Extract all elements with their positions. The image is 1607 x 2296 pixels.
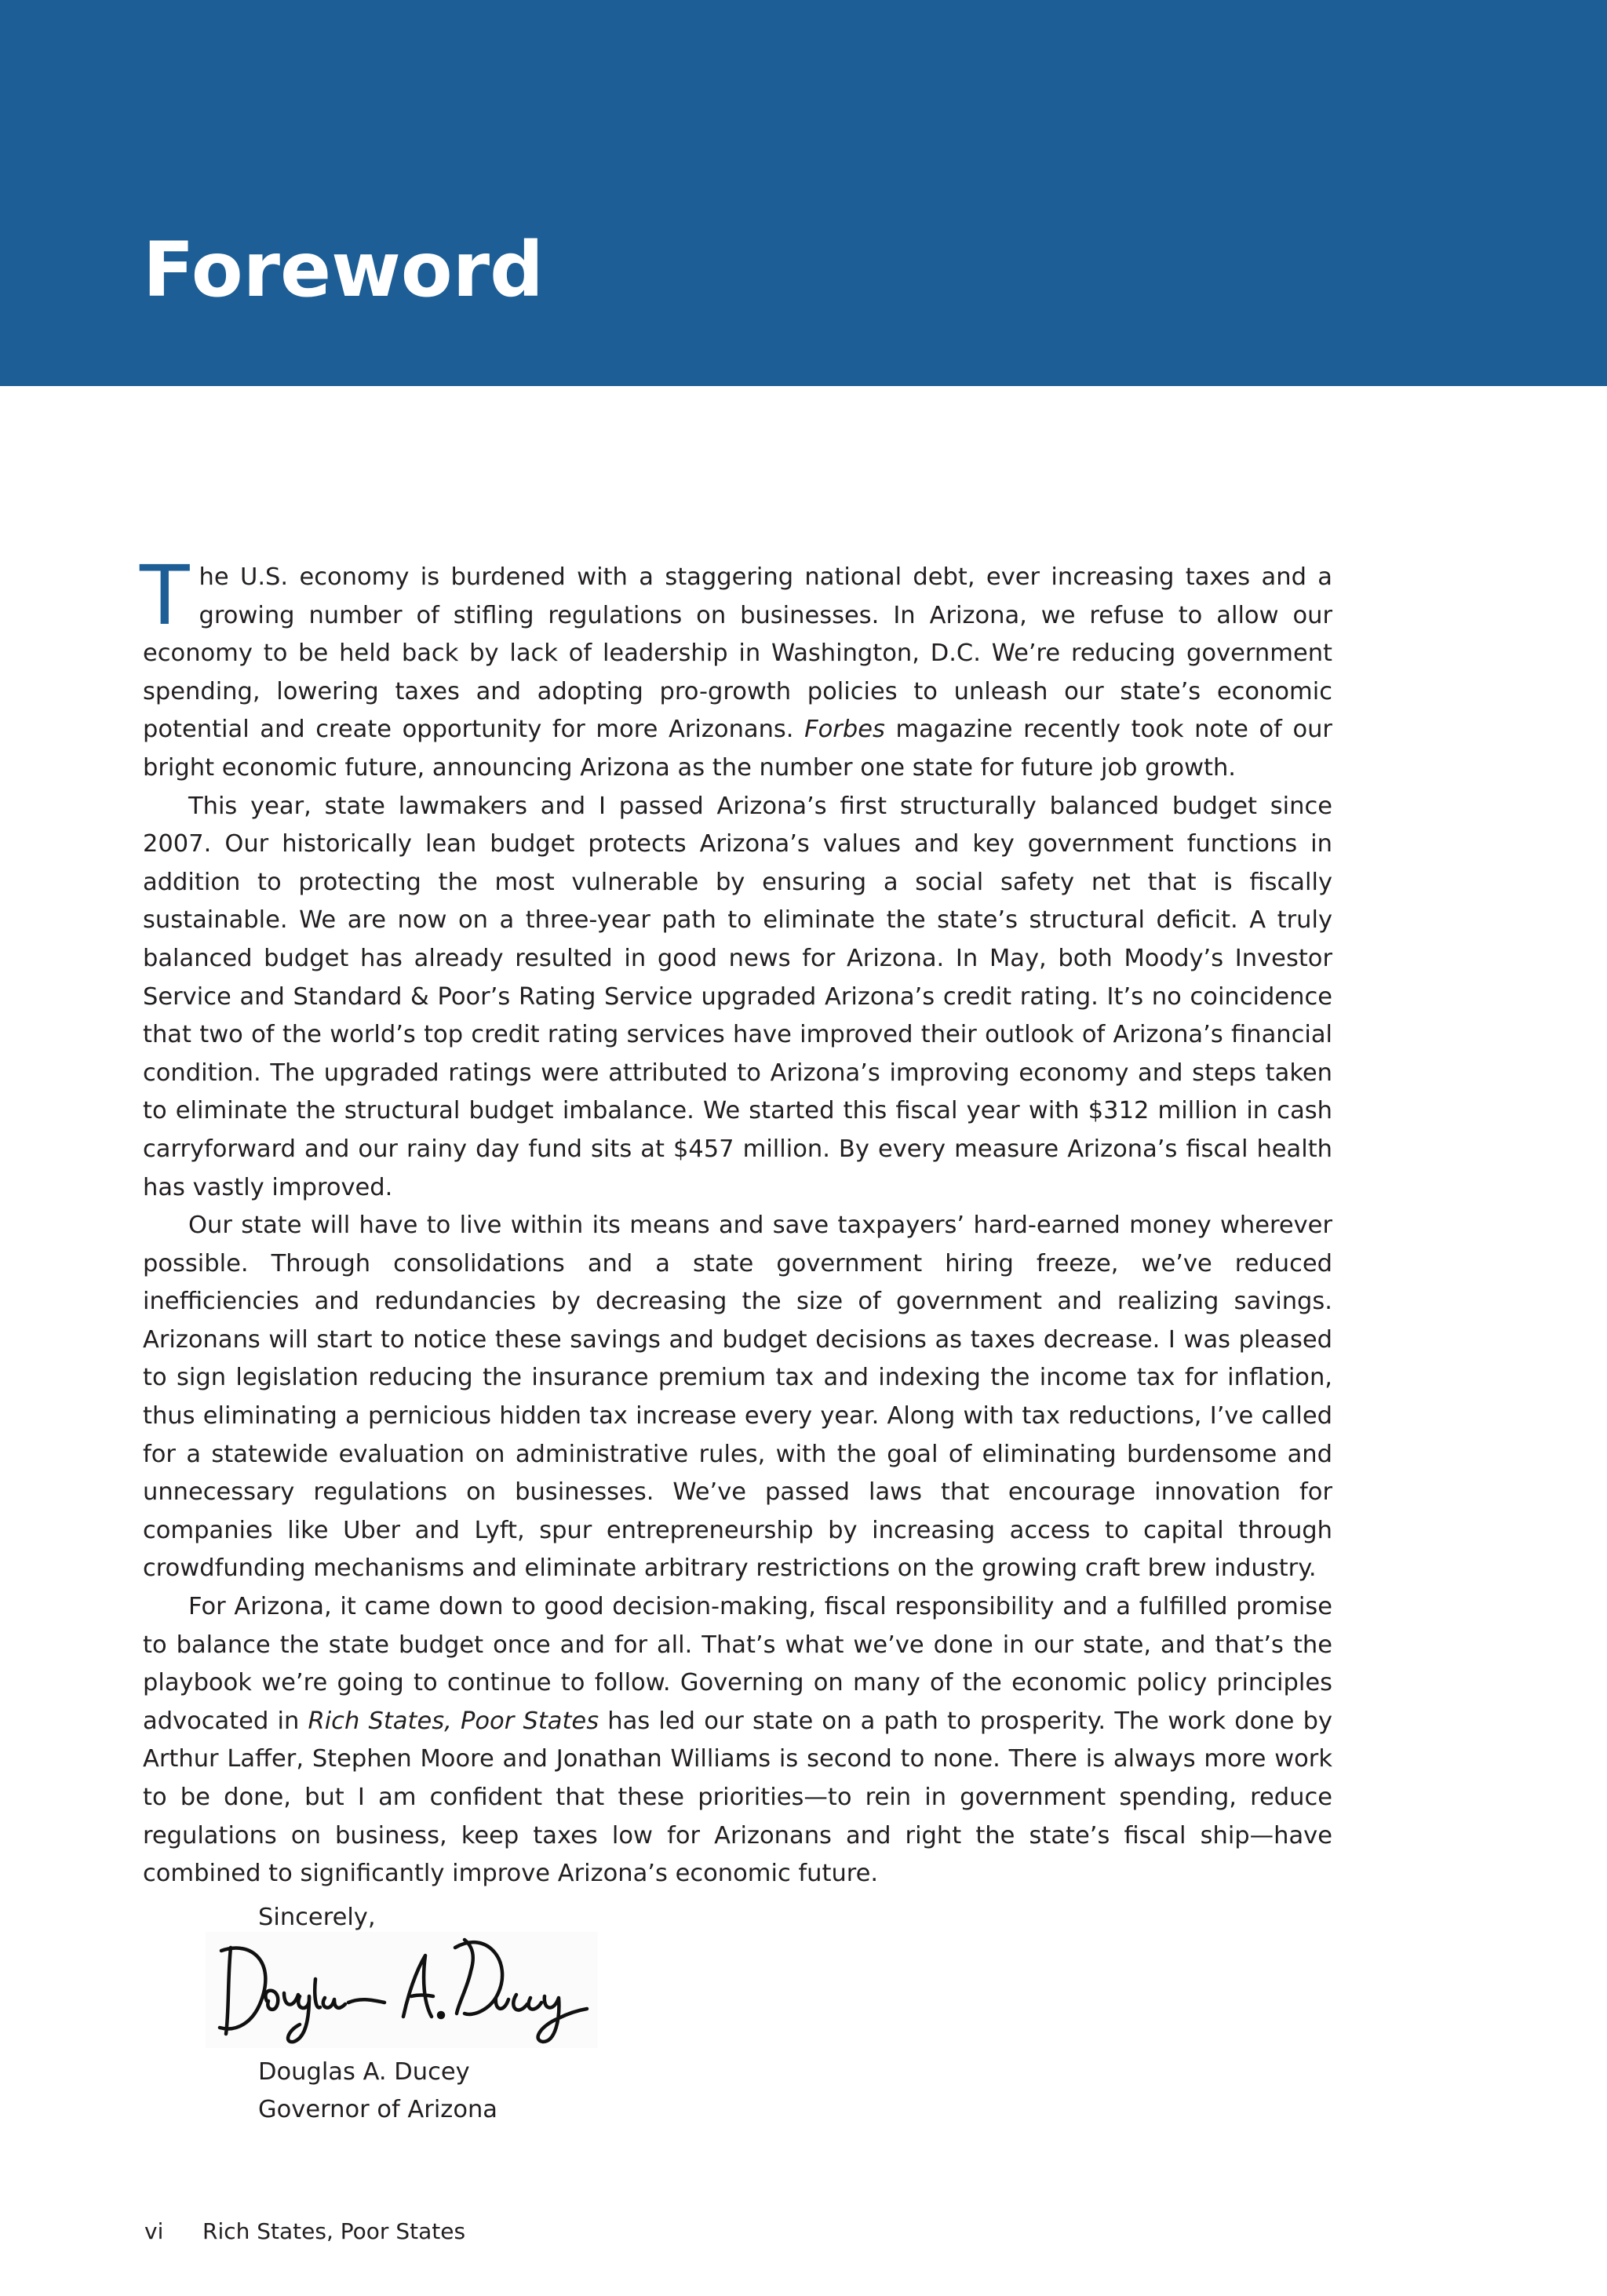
header-banner xyxy=(0,0,1607,386)
signer-name: Douglas A. Ducey xyxy=(258,2058,470,2086)
paragraph-4 xyxy=(143,1588,1332,1893)
paragraph-1 xyxy=(140,548,1332,788)
forbes-italic: Forbes xyxy=(804,716,885,744)
page-number: vi xyxy=(144,2218,164,2244)
paragraph-4-text-a: For Arizona, it came down to good decision-making, fiscal responsibility and a fulfilled promise to balance the state budget once and for all. That’s what we’ve done in our state, and that’s the playbook we’re going to continue to follow. Governing on many of the economic policy principles advocated in xyxy=(143,1593,1332,1735)
paragraph-2: This year, state lawmakers and I passed Arizona’s first structurally balanced budget since 2007. Our historically lean budget protects Arizona’s values and key government functions in addition to protecting the most vulnerable by ensuring a social safety net that is fiscally sustainable. We are now on a three-year path to eliminate the state’s structural deficit. A truly balanced budget has already resulted in good news for Arizona. In May, both Moody’s Investor Service and Standard & Poor’s Rating Service upgraded Arizona’s credit rating. It’s no coincidence that two of the world’s top credit rating services have improved their outlook of Arizona’s financial condition. The upgraded ratings were attributed to Arizona’s improving economy and steps taken to eliminate the structural budget imbalance. We started this fiscal year with $312 million in cash carryforward and our rainy day fund sits at $457 million. By every measure Arizona’s fiscal health has vastly improved. xyxy=(143,792,1332,1201)
running-title: Rich States, Poor States xyxy=(202,2218,466,2244)
paragraph-4-text-b: has led our state on a path to prosperity. The work done by Arthur Laffer, Stephen Moore and Jonathan Williams is second to none. There is always more work to be done, but I am confident that these priorities—to rein in government spending, reduce regulations on business, keep taxes low for Arizonans and right the state’s fiscal ship—have combined to significantly improve Arizona’s economic future. xyxy=(143,1707,1332,1888)
page-title: Foreword xyxy=(143,226,544,314)
salutation: Sincerely, xyxy=(258,1904,376,1931)
signer-title: Governor of Arizona xyxy=(258,2096,497,2123)
book-title-italic: Rich States, Poor States xyxy=(308,1707,599,1735)
foreword-body xyxy=(140,548,1332,1893)
drop-cap: T xyxy=(140,548,190,643)
paragraph-3: Our state will have to live within its means and save taxpayers’ hard-earned money wherever possible. Through consolidations and a state government hiring freeze, we’ve reduced inefficiencies and redundancies by decreasing the size of government and realizing savings. Arizonans will start to notice these savings and budget decisions as taxes decrease. I was pleased to sign legislation reducing the insurance premium tax and indexing the income tax for inflation, thus eliminating a pernicious hidden tax increase every year. Along with tax reductions, I’ve called for a statewide evaluation on administrative rules, with the goal of eliminating burdensome and unnecessary regulations on businesses. We’ve passed laws that encourage innovation for companies like Uber and Lyft, spur entrepreneurship by increasing access to capital through crowdfunding mechanisms and eliminate arbitrary restrictions on the growing craft brew industry. xyxy=(143,1212,1332,1583)
paragraph-1-text-b: magazine recently took note of our bright economic future, announcing Arizona as the number one state for future job growth. xyxy=(143,716,1332,782)
paragraph-1-text-a: he U.S. economy is burdened with a staggering national debt, ever increasing taxes and a growing number of stifling regulations on businesses. In Arizona, we refuse to allow our economy to be held back by lack of leadership in Washington, D.C. We’re reducing government spending, lowering taxes and adopting pro-growth policies to unleash our state’s economic potential and create opportunity for more Arizonans. xyxy=(143,563,1332,744)
signature-image xyxy=(206,1932,598,2048)
